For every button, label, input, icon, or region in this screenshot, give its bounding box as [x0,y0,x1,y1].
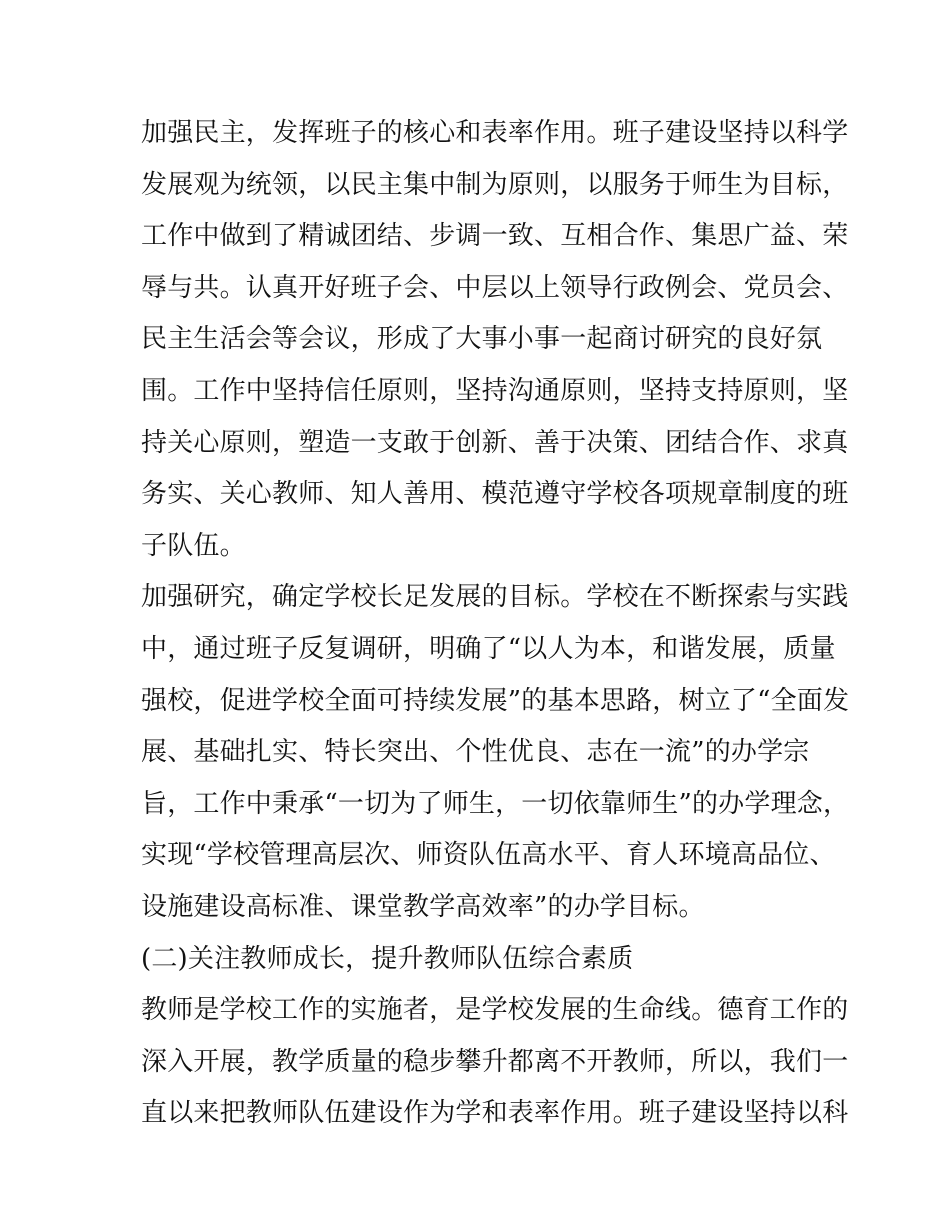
text-line-14: 旨，工作中秉承“一切为了师生，一切依靠师生”的办学理念， [141,788,850,819]
text-line-6: 围。工作中坚持信任原则，坚持沟通原则，坚持支持原则，坚 [141,375,849,406]
text-line-13: 展、基础扎实、特长突出、个性优良、志在一流”的办学宗 [141,737,810,768]
text-line-4: 辱与共。认真开好班子会、中层以上领导行政例会、党员会、 [141,272,849,303]
text-line-10: 加强研究，确定学校长足发展的目标。学校在不断探索与实践 [141,582,849,613]
text-line-9: 子队伍。 [141,530,246,561]
text-line-19: 深入开展，教学质量的稳步攀升都离不开教师，所以，我们一 [141,1046,849,1077]
text-line-20: 直以来把教师队伍建设作为学和表率作用。班子建设坚持以科 [141,1098,849,1129]
section-heading: (二)关注教师成长，提升教师队伍综合素质 [141,943,634,974]
text-line-15: 实现“学校管理高层次、师资队伍高水平、育人环境高品位、 [141,840,836,871]
text-line-7: 持关心原则，塑造一支敢于创新、善于决策、团结合作、求真 [141,427,849,458]
text-line-11: 中，通过班子反复调研，明确了“以人为本，和谐发展，质量 [141,633,836,664]
text-line-1: 加强民主，发挥班子的核心和表率作用。班子建设坚持以科学 [141,118,849,148]
text-line-3: 工作中做到了精诚团结、步调一致、互相合作、集思广益、荣 [141,221,849,252]
text-line-8: 务实、关心教师、知人善用、模范遵守学校各项规章制度的班 [141,479,849,510]
body-text [141,108,850,1140]
text-line-12: 强校，促进学校全面可持续发展”的基本思路，树立了“全面发 [141,685,850,716]
text-line-18: 教师是学校工作的实施者，是学校发展的生命线。德育工作的 [141,995,849,1026]
text-line-2: 发展观为统领，以民主集中制为原则，以服务于师生为目标， [141,169,849,200]
text-line-16: 设施建设高标准、课堂教学高效率”的办学目标。 [141,891,705,922]
text-line-5: 民主生活会等会议，形成了大事小事一起商讨研究的良好氛 [141,324,823,355]
